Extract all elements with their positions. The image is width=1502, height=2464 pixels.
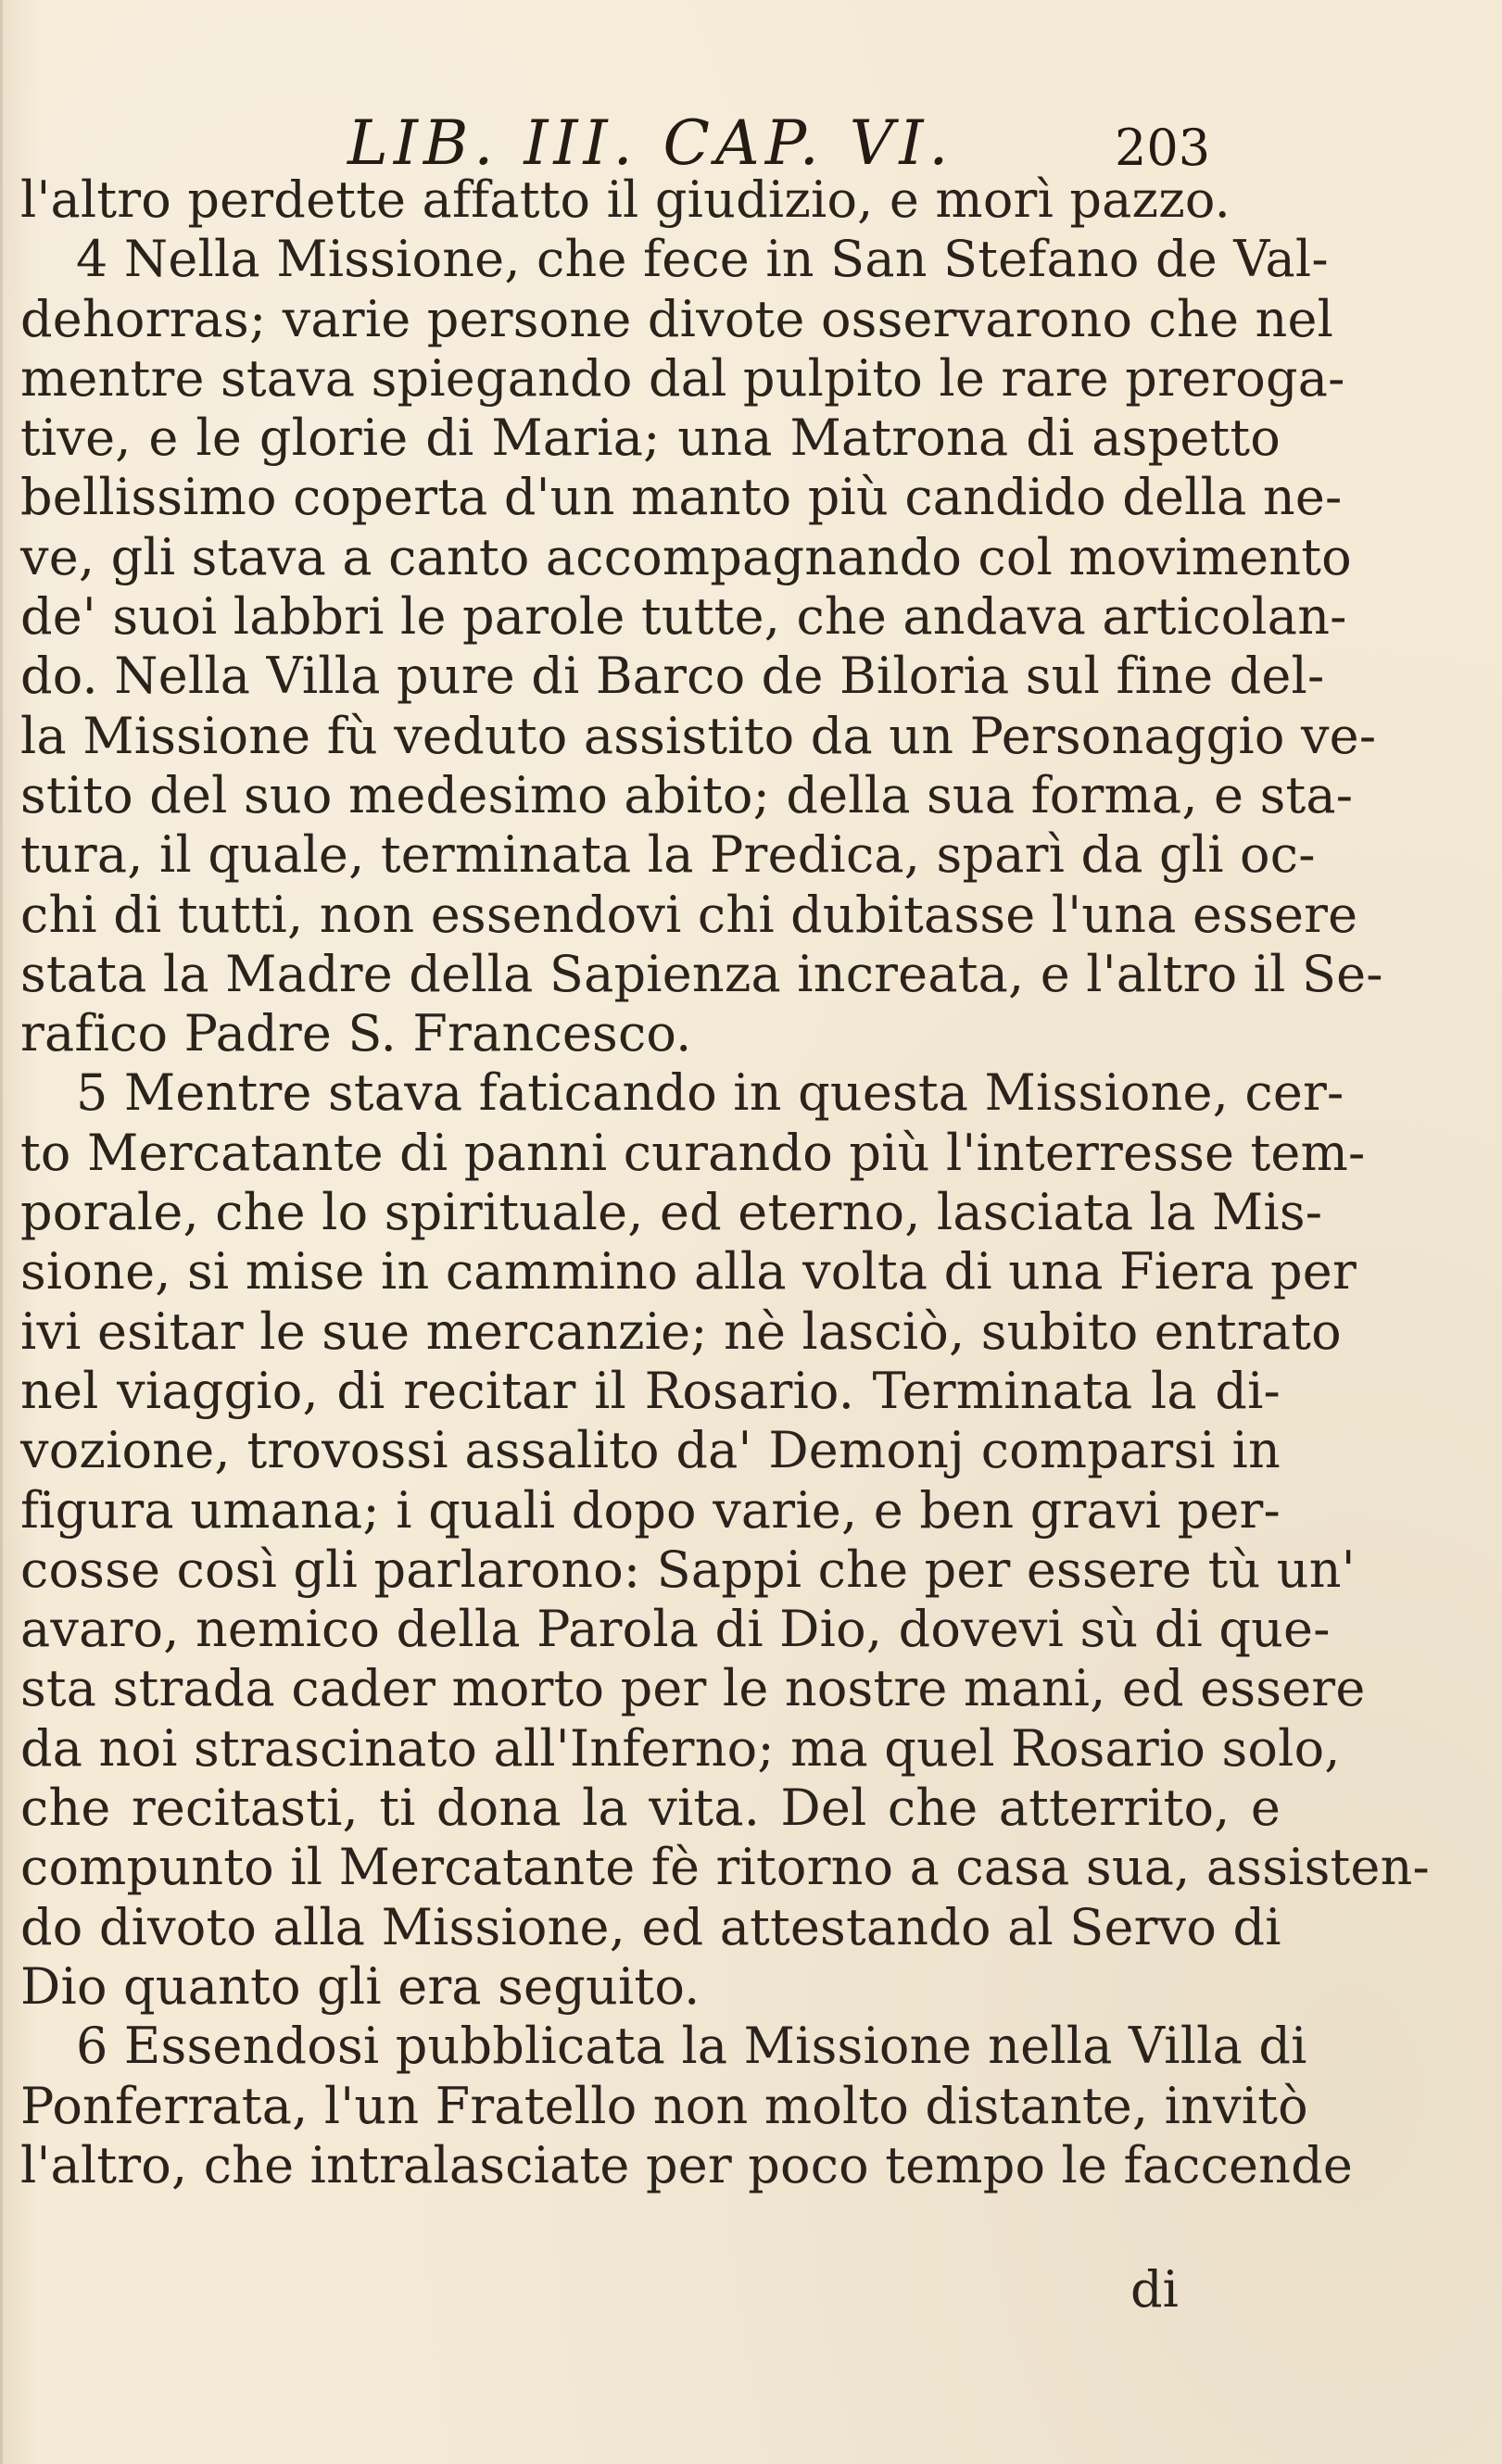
paragraph-6 xyxy=(20,2017,1354,2195)
text-line: 5 Mentre stava faticando in questa Missione, cer- xyxy=(76,1063,1344,1123)
text-line: da noi strascinato all'Inferno; ma quel Rosario solo, xyxy=(20,1718,1341,1778)
paragraph-continued xyxy=(20,170,1281,230)
text-line: tura, il quale, terminata la Predica, sparì da gli oc- xyxy=(20,825,1316,885)
text-line: 4 Nella Missione, che fece in San Stefano de Val- xyxy=(76,230,1329,289)
text-line: do. Nella Villa pure di Barco de Biloria sul fine del- xyxy=(20,647,1325,706)
text-line: cosse così gli parlarono: Sappi che per essere tù un' xyxy=(20,1540,1356,1599)
text-line: Ponferrata, l'un Fratello non molto distante, invitò xyxy=(20,2076,1308,2135)
text-line: figura umana; i quali dopo varie, e ben gravi per- xyxy=(20,1480,1281,1540)
text-line: porale, che lo spirituale, ed eterno, lasciata la Mis- xyxy=(20,1183,1323,1242)
page-header xyxy=(0,102,1502,179)
text-line: ivi esitar le sue mercanzie; nè lasciò, subito entrato xyxy=(20,1301,1342,1361)
text-line: bellissimo coperta d'un manto più candido della ne- xyxy=(20,468,1343,527)
text-line: che recitasti, ti dona la vita. Del che atterrito, e xyxy=(20,1779,1281,1838)
text-line: do divoto alla Missione, ed attestando al Servo di xyxy=(20,1897,1281,1956)
text-line: la Missione fù veduto assistito da un Personaggio ve- xyxy=(20,706,1377,765)
text-line: tive, e le glorie di Maria; una Matrona di aspetto xyxy=(20,409,1281,468)
text-line: l'altro perdette affatto il giudizio, e morì pazzo. xyxy=(20,170,1231,229)
text-line: stata la Madre della Sapienza increata, e l'altro il Se- xyxy=(20,944,1383,1003)
text-line: vozione, trovossi assalito da' Demonj comparsi in xyxy=(20,1421,1281,1480)
text-line: chi di tutti, non essendovi chi dubitasse l'una essere xyxy=(20,885,1358,944)
text-line: dehorras; varie persone divote osservarono che nel xyxy=(20,289,1334,348)
running-head: LIB. III. CAP. VI. xyxy=(347,107,954,179)
text-line: sione, si mise in cammino alla volta di una Fiera per xyxy=(20,1242,1357,1301)
text-line: ve, gli stava a canto accompagnando col movimento xyxy=(20,527,1352,586)
paragraph-4 xyxy=(20,230,1383,1063)
paragraph-5 xyxy=(20,1063,1430,2017)
text-line: avaro, nemico della Parola di Dio, dovevi sù di que- xyxy=(20,1600,1331,1659)
text-line: compunto il Mercatante fè ritorno a casa sua, assisten- xyxy=(20,1838,1430,1897)
text-line: rafico Padre S. Francesco. xyxy=(20,1004,692,1063)
text-line: to Mercatante di panni curando più l'interresse tem- xyxy=(20,1123,1366,1182)
catchword: di xyxy=(1130,2260,1179,2319)
text-line: sta strada cader morto per le nostre mani, ed essere xyxy=(20,1659,1366,1718)
text-line: Dio quanto gli era seguito. xyxy=(20,1956,701,2016)
text-line: stito del suo medesimo abito; della sua forma, e sta- xyxy=(20,765,1354,824)
page-number: 203 xyxy=(1115,119,1211,177)
text-line: nel viaggio, di recitar il Rosario. Terminata la di- xyxy=(20,1361,1281,1420)
text-line: l'altro, che intralasciate per poco tempo le faccende xyxy=(20,2135,1354,2194)
text-line: 6 Essendosi pubblicata la Missione nella Villa di xyxy=(76,2017,1307,2076)
text-line: mentre stava spiegando dal pulpito le rare preroga- xyxy=(20,348,1345,408)
text-line: de' suoi labbri le parole tutte, che andava articolan- xyxy=(20,587,1347,647)
body-text xyxy=(20,170,1430,2195)
